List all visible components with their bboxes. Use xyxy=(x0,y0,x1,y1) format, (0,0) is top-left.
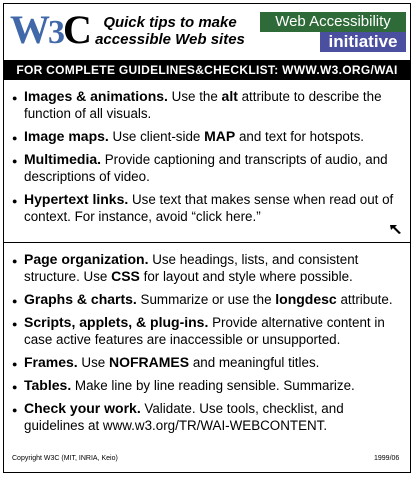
tip-text: for layout and style where possible. xyxy=(139,269,353,284)
date: 1999/06 xyxy=(374,455,400,462)
tips-list-bottom xyxy=(12,251,406,434)
tip-key: MAP xyxy=(204,128,236,144)
tip-text: Validate. Use tools, checklist, and guidelines at www.w3.org/TR/WAI-WEBCONTENT. xyxy=(24,401,344,433)
logo-c: C xyxy=(63,7,90,52)
tip-multimedia xyxy=(12,151,406,185)
tagline-line1: Quick tips to make xyxy=(103,14,237,31)
tip-tables xyxy=(12,377,406,394)
tip-text: Use text that makes sense when read out of context. For instance, avoid “click here.” xyxy=(24,192,394,224)
tip-text: Summarize or use the xyxy=(136,292,276,307)
tip-key: alt xyxy=(221,88,238,104)
tip-text: and meaningful titles. xyxy=(189,355,320,370)
w3c-logo xyxy=(10,7,90,53)
tip-title: Scripts, applets, & plug-ins. xyxy=(24,314,209,330)
tip-title: Images & animations. xyxy=(24,88,168,104)
tip-text: and text for hotspots. xyxy=(235,129,364,144)
tip-text: Use client-side xyxy=(108,129,205,144)
section-divider xyxy=(4,242,410,243)
tip-images xyxy=(12,88,406,122)
tip-title: Check your work. xyxy=(24,400,141,416)
tip-text: Make line by line reading sensible. Summarize. xyxy=(71,378,355,393)
tip-key: longdesc xyxy=(275,291,337,307)
wai-line2: initiative xyxy=(320,32,406,52)
tip-graphs xyxy=(12,291,406,308)
tip-text: Use headings, lists, and consistent structure. Use xyxy=(24,252,359,284)
tips-list-top xyxy=(12,88,406,225)
wai-line1: Web Accessibility xyxy=(260,12,406,32)
tip-key: CSS xyxy=(111,268,140,284)
tip-text: attribute to describe the function of all visuals. xyxy=(24,89,382,121)
tip-title: Page organization. xyxy=(24,251,149,267)
wai-logo xyxy=(260,12,406,52)
tip-title: Hypertext links. xyxy=(24,191,129,207)
logo-w: W xyxy=(10,7,48,52)
tagline-line2: accessible Web sites xyxy=(95,31,245,48)
tip-title: Image maps. xyxy=(24,128,109,144)
copyright: Copyright W3C (MIT, INRIA, Keio) xyxy=(12,455,118,462)
tip-text: Provide alternative content in case active features are inaccessible or unsupported. xyxy=(24,315,385,347)
tip-frames xyxy=(12,354,406,371)
quick-tips-card xyxy=(3,3,411,473)
tip-key: NOFRAMES xyxy=(108,354,190,370)
header xyxy=(4,4,410,56)
tagline xyxy=(90,14,250,48)
tip-text: Use xyxy=(77,355,109,370)
tip-hypertext xyxy=(12,191,406,225)
tip-image-maps xyxy=(12,128,406,145)
tip-page-organization xyxy=(12,251,406,285)
tip-title: Graphs & charts. xyxy=(24,291,137,307)
logo-3: 3 xyxy=(48,14,63,51)
tip-scripts xyxy=(12,314,406,348)
tip-title: Multimedia. xyxy=(24,151,102,167)
tip-check-work xyxy=(12,400,406,434)
guidelines-banner: FOR COMPLETE GUIDELINES&CHECKLIST: WWW.W3.ORG/WAI xyxy=(4,60,410,80)
tip-text: Use the xyxy=(167,89,222,104)
tip-title: Frames. xyxy=(24,354,78,370)
pointer-arrow-icon xyxy=(390,224,402,237)
tip-text: Provide captioning and transcripts of audio, and descriptions of video. xyxy=(24,152,388,184)
tip-text: attribute. xyxy=(336,292,393,307)
tip-title: Tables. xyxy=(24,377,72,393)
